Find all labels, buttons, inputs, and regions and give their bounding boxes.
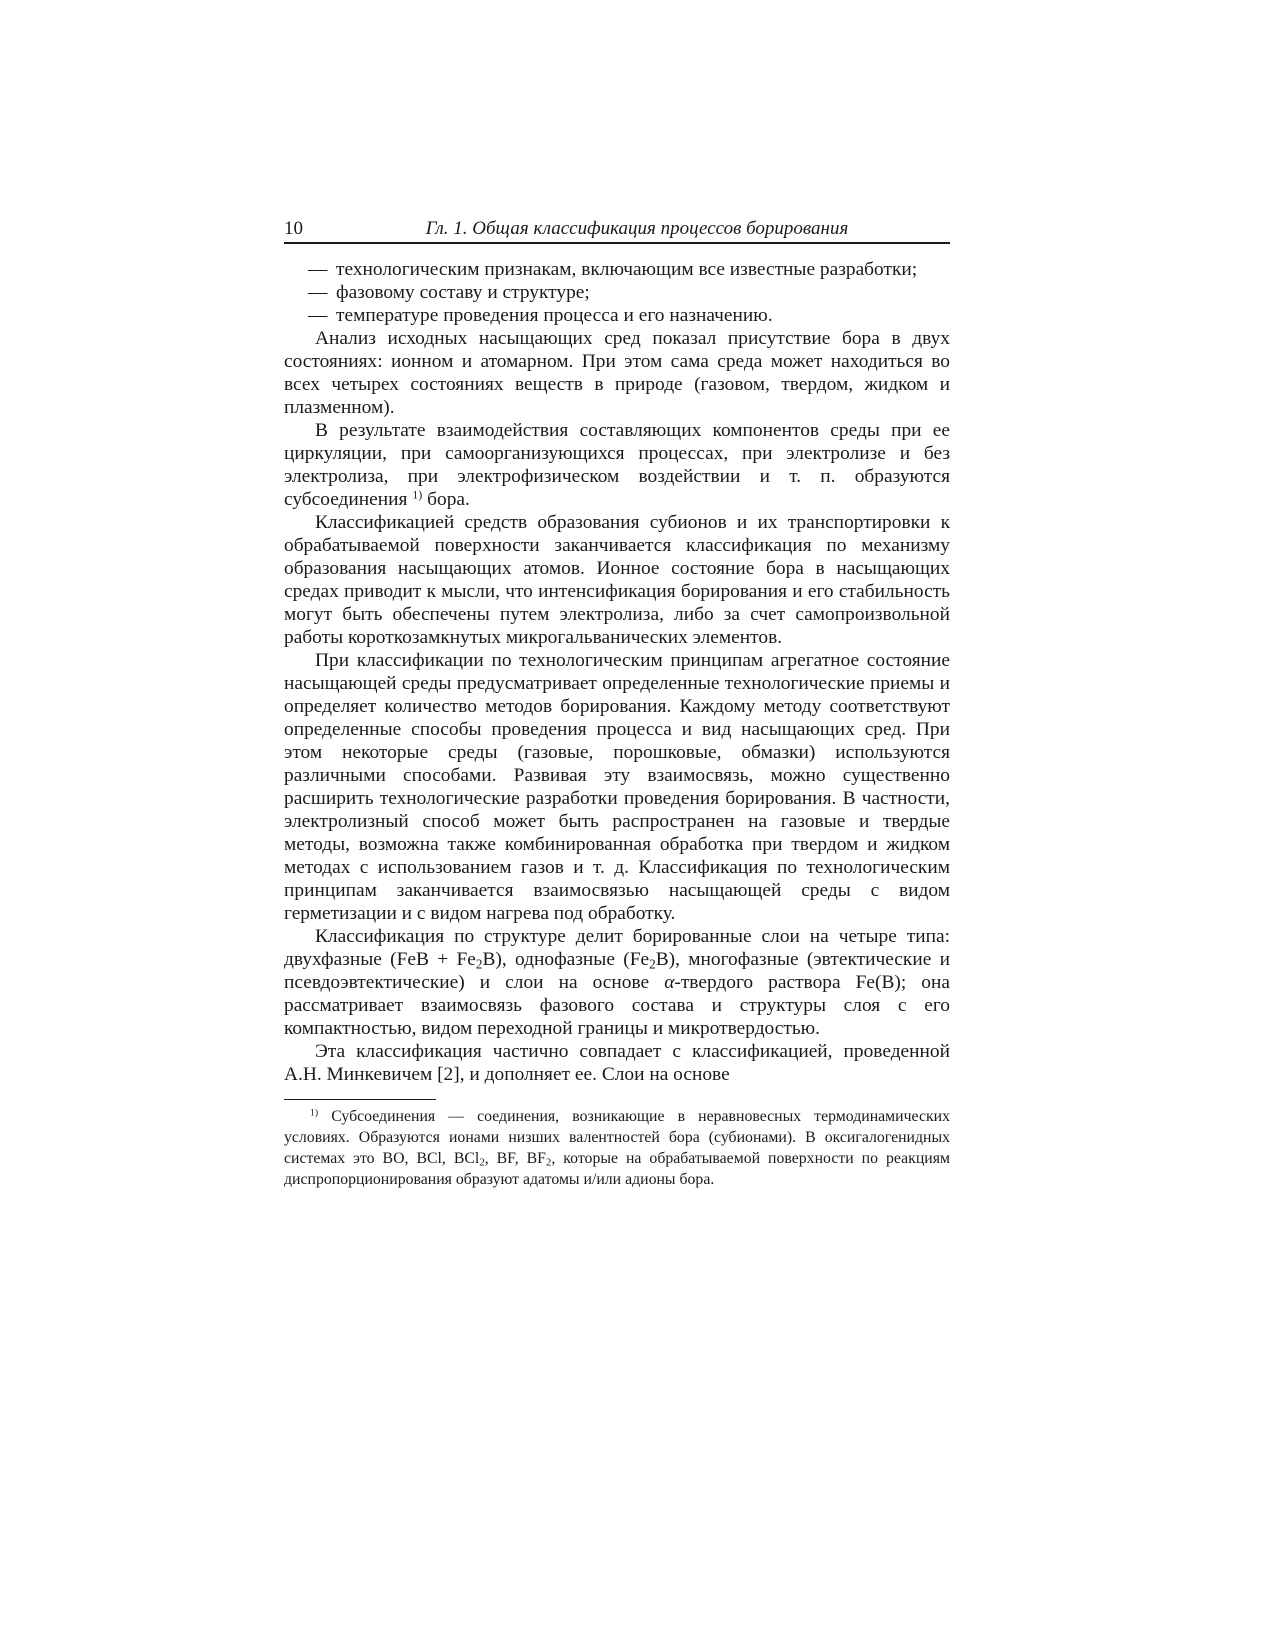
footnote-separator	[284, 1099, 436, 1100]
list-item	[284, 258, 950, 281]
list-item	[284, 304, 950, 327]
body-text	[284, 258, 950, 1086]
paragraph-text: Классификация по структуре делит борированные слои на четыре типа: двухфазные (FeB + Fe	[284, 926, 950, 970]
paragraph-minkevich: Эта классификация частично совпадает с классификацией, проведенной А.Н. Минкевичем [2], и дополняет ее. Слои на основе	[284, 1041, 950, 1085]
paragraph-text: B), многофазные (эвтектические и псевдоэвтектические) и слои на основе	[284, 949, 950, 993]
footnote	[284, 1106, 950, 1190]
paragraph-text: В результате взаимодействия составляющих компонентов среды при ее циркуляции, при самоорганизующихся процессах, при электролизе и без электролиза, при электрофизическом воздействии и т. п. образуются субсоединения	[284, 420, 950, 510]
subscript: 2	[475, 956, 483, 972]
subscript: 2	[649, 956, 656, 972]
footnote-mark: 1)	[310, 1107, 319, 1119]
subscript: 2	[479, 1156, 485, 1169]
list-item-text: температуре проведения процесса и его назначению.	[336, 305, 773, 326]
footnote-reference[interactable]: 1)	[412, 487, 423, 502]
classification-list	[284, 258, 950, 327]
paragraph-subion-classification: Классификацией средств образования субионов и их транспортировки к обрабатываемой поверхности заканчивается классификация по механизму образования насыщающих атомов. Ионное состояние бора в насыщающих средах приводит к мысли, что интенсификация борирования и его стабильность могут быть обеспечены путем электролиза, либо за счет самопроизвольной работы короткозамкнутых микрогальванических элементов.	[284, 512, 950, 648]
list-dash: —	[308, 305, 328, 326]
paragraph-text: бора.	[422, 489, 470, 510]
footnote-text: , BF, BF	[484, 1150, 546, 1167]
chapter-title: Гл. 1. Общая классификация процессов борирования	[425, 218, 849, 239]
list-item-text: фазовому составу и структуре;	[336, 282, 590, 303]
paragraph-structure-classification	[284, 925, 950, 1040]
paragraph-saturating-media: Анализ исходных насыщающих сред показал присутствие бора в двух состояниях: ионном и атомарном. При этом сама среда может находиться во всех четырех состояниях веществ в природе (газовом, твердом, жидком и плазменном).	[284, 328, 950, 418]
running-head	[284, 216, 950, 244]
subscript: 2	[545, 1156, 552, 1169]
footnote-text: , которые на обрабатываемой поверхности по реакциям диспропорционирования образуют адатомы и/или адионы бора.	[284, 1150, 950, 1188]
page-number: 10	[284, 218, 303, 239]
paragraph-technological-principles: При классификации по технологическим принципам агрегатное состояние насыщающей среды предусматривает определенные технологические приемы и определяет количество методов борирования. Каждому методу соответствуют определенные способы проведения процесса и вид насыщающих сред. При этом некоторые среды (газовые, порошковые, обмазки) используются различными способами. Развивая эту взаимосвязь, можно существенно расширить технологические разработки проведения борирования. В частности, электролизный способ может быть распространен на газовые и твердые методы, возможна также комбинированная обработка при твердом и жидком методах с использованием газов и т. д. Классификация по технологическим принципам заканчивается взаимосвязью насыщающей среды с видом герметизации и с видом нагрева под обработку.	[284, 650, 950, 924]
paragraph-subcompounds	[284, 419, 950, 511]
list-item-text: технологическим признакам, включающим все известные разработки;	[336, 259, 918, 280]
list-dash: —	[308, 259, 328, 280]
alpha-symbol: α	[664, 972, 675, 993]
book-page	[284, 216, 950, 1206]
list-item	[284, 281, 950, 304]
paragraph-text: -твердого раствора Fe(B); она рассматривает взаимосвязь фазового состава и структуры слоя с его компактностью, видом переходной границы и микротвердостью.	[284, 972, 950, 1039]
list-dash: —	[308, 282, 328, 303]
paragraph-text: B), однофазные (Fe	[482, 949, 650, 970]
footnote-text: Субсоединения — соединения, возникающие в неравновесных термодинамических условиях. Образуются ионами низших валентностей бора (субионами). В оксигалогенидных системах это BO, BCl, BCl	[284, 1108, 950, 1167]
